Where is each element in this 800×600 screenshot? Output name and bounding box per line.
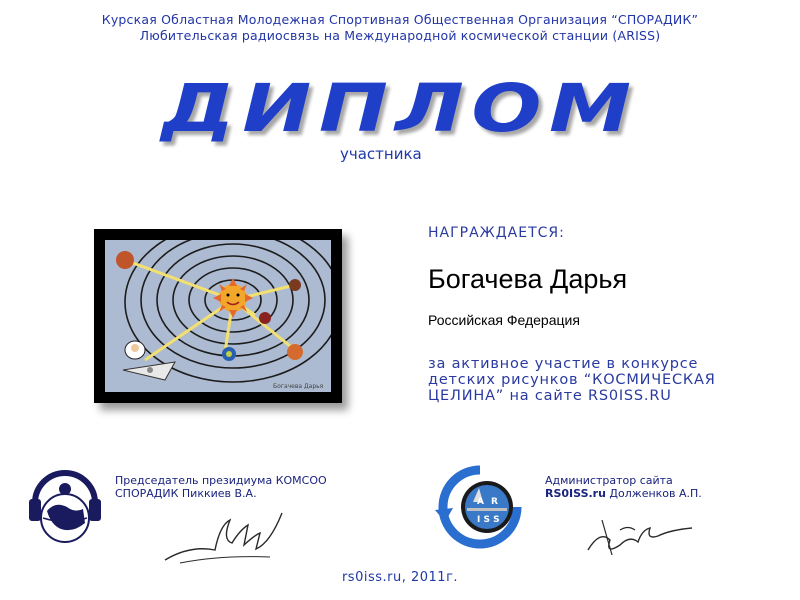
- award-reason: за активное участие в конкурсе детских рисунков “КОСМИЧЕСКАЯ ЦЕЛИНА” на сайте RS0ISS.RU: [428, 356, 716, 404]
- program-name-line: Любительская радиосвязь на Международной космической станции (ARISS): [139, 28, 661, 43]
- svg-text:I S S: I S S: [477, 515, 500, 525]
- svg-text:R: R: [491, 497, 498, 507]
- recipient-country: Российская Федерация: [428, 312, 580, 328]
- diploma-title: ДИПЛОМ: [161, 70, 639, 147]
- right-signature: [580, 500, 700, 565]
- right-signatory-title: Администратор сайта RS0ISS.ru Долженков А.П.: [545, 474, 702, 500]
- drawing-frame: [94, 229, 342, 403]
- ariss-logo-icon: [435, 462, 525, 552]
- site-name: RS0ISS.ru: [545, 487, 606, 500]
- left-signature: [160, 505, 290, 570]
- left-signatory-title: Председатель президиума КОМСОО СПОРАДИК Пиккиев В.А.: [115, 474, 327, 500]
- drawing-signature: Богачева Дарья: [273, 383, 324, 390]
- recipient-name: Богачева Дарья: [428, 264, 628, 294]
- diploma-subtitle: участника: [340, 145, 422, 163]
- globe-headphones-icon: [25, 463, 105, 553]
- solar-system-drawing: [105, 240, 331, 392]
- awarded-label: НАГРАЖДАЕТСЯ:: [428, 225, 565, 241]
- svg-text:A: A: [477, 497, 484, 507]
- org-name-line: Курская Областная Молодежная Спортивная Общественная Организация “СПОРАДИК”: [101, 12, 699, 27]
- footer: rs0iss.ru, 2011г.: [341, 570, 459, 585]
